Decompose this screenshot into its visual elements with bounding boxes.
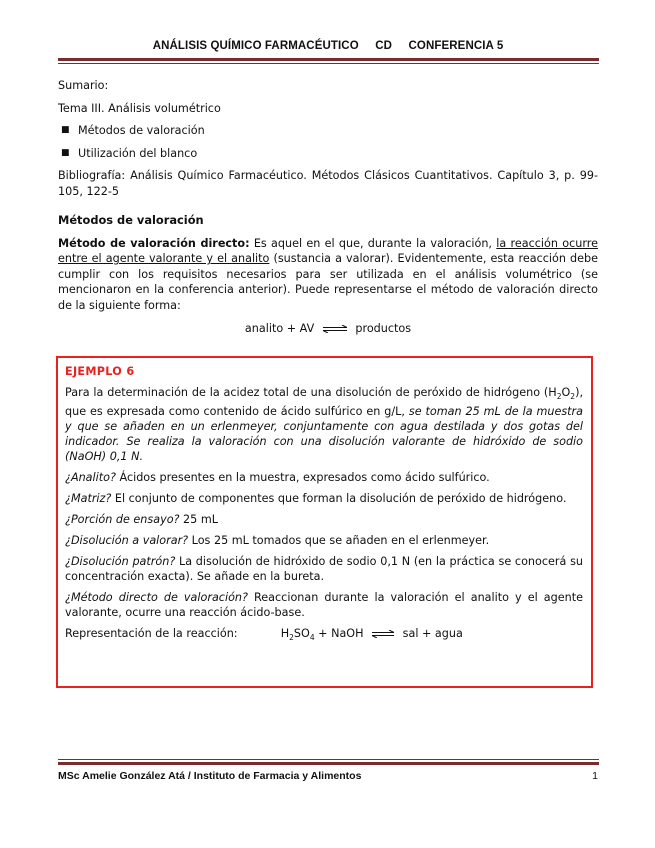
formula-text: H <box>280 627 290 641</box>
qa-matriz <box>65 491 583 506</box>
intro-italic: se toman 25 mL de la muestra y que se añaden en un erlenmeyer, conjuntamente con agua destilada y dos gotas del indicador. Se realiza la valoración con una disolución valorante de hidróxido de sodio (NaOH) 0,1 N. <box>65 405 584 464</box>
paragraph-text: Es aquel en el que, durante la valoración, <box>249 236 497 250</box>
section-heading: Métodos de valoración <box>58 213 204 227</box>
header-rule-thin <box>58 63 599 64</box>
term-bold: Método de valoración directo: <box>58 236 250 250</box>
question: ¿Porción de ensayo? <box>65 513 180 527</box>
page-number: 1 <box>592 770 598 782</box>
answer: 25 mL <box>179 513 218 527</box>
answer: Ácidos presentes en la muestra, expresados como ácido sulfúrico. <box>115 471 490 485</box>
equation-left: analito + AV <box>244 322 315 335</box>
equilibrium-arrow-icon <box>322 325 348 333</box>
bullet-icon: ■ <box>61 125 70 135</box>
list-item-text: Métodos de valoración <box>78 124 205 137</box>
intro-text: ), que es expresada como contenido de ácido sulfúrico en g/L, <box>65 386 583 419</box>
summary-topic: Tema III. Análisis volumétrico <box>58 101 221 115</box>
footer-author: MSc Amelie González Atá / Instituto de Farmacia y Alimentos <box>58 770 362 782</box>
question: ¿Disolución a valorar? <box>65 534 189 548</box>
subscript: 2 <box>556 392 562 402</box>
question: ¿Método directo de valoración? <box>65 591 248 605</box>
subscript: 2 <box>289 633 294 643</box>
footer-rule-thin <box>58 759 599 760</box>
qa-patron <box>65 554 583 584</box>
subscript: 4 <box>309 633 315 643</box>
formula-text: sal + agua <box>402 627 463 641</box>
example-box <box>56 356 593 688</box>
equilibrium-arrow-icon <box>371 630 395 638</box>
question: ¿Analito? <box>65 471 116 485</box>
section-paragraph <box>58 236 598 314</box>
example-intro <box>65 385 583 464</box>
paragraph-text: (sustancia a valorar). Evidentemente, esta reacción debe cumplir con los requisitos necesarios para ser utilizada en el análisis volumétrico (se mencionaron en la conferencia anterior). Puede representarse el método de valoración directo de la siguiente forma: <box>58 252 598 312</box>
subscript: 2 <box>570 392 576 402</box>
answer: La disolución de hidróxido de sodio 0,1 N (en la práctica se conocerá su concentración exacta). Se añade en la bureta. <box>65 555 583 584</box>
summary-label: Sumario: <box>58 79 109 92</box>
equation <box>58 321 598 337</box>
qa-porcion <box>65 512 583 527</box>
intro-text: Para la determinación de la acidez total de una disolución de peróxido de hidrógeno (H <box>65 386 557 399</box>
qa-metodo <box>65 590 583 620</box>
reaction-label: Representación de la reacción: <box>65 627 238 641</box>
list-item <box>58 123 598 139</box>
bullet-icon: ■ <box>61 147 70 158</box>
example-title: EJEMPLO 6 <box>65 365 135 378</box>
list-item <box>58 146 598 162</box>
answer: Reaccionan durante la valoración el analito y el agente valorante, ocurre una reacción ácido-base. <box>65 591 583 620</box>
list-item-text: Utilización del blanco <box>78 146 198 160</box>
underlined-text: la reacción ocurre entre el agente valorante y el analito <box>58 236 598 265</box>
equation-right: productos <box>355 322 412 335</box>
qa-analito <box>65 470 583 485</box>
bibliography: Bibliografía: Análisis Químico Farmacéutico. Métodos Clásicos Cuantitativos. Capítulo 3, p. 99-105, 122-5 <box>58 169 598 198</box>
answer: El conjunto de componentes que forman la disolución de peróxido de hidrógeno. <box>111 492 567 506</box>
question: ¿Disolución patrón? <box>65 555 176 569</box>
question: ¿Matriz? <box>65 492 112 506</box>
page-footer <box>58 770 598 782</box>
page-header-title: ANÁLISIS QUÍMICO FARMACÉUTICO CD CONFERENCIA 5 <box>152 40 504 52</box>
formula-text: O <box>561 386 571 399</box>
answer: Los 25 mL tomados que se añaden en el erlenmeyer. <box>188 534 490 548</box>
footer-rule-thick <box>58 762 599 765</box>
header-rule-thick <box>58 58 599 61</box>
reaction-line <box>65 626 583 645</box>
formula-text: + NaOH <box>314 627 364 641</box>
main-content <box>58 78 598 347</box>
formula-text: SO <box>293 627 310 641</box>
qa-disolucion <box>65 533 583 548</box>
